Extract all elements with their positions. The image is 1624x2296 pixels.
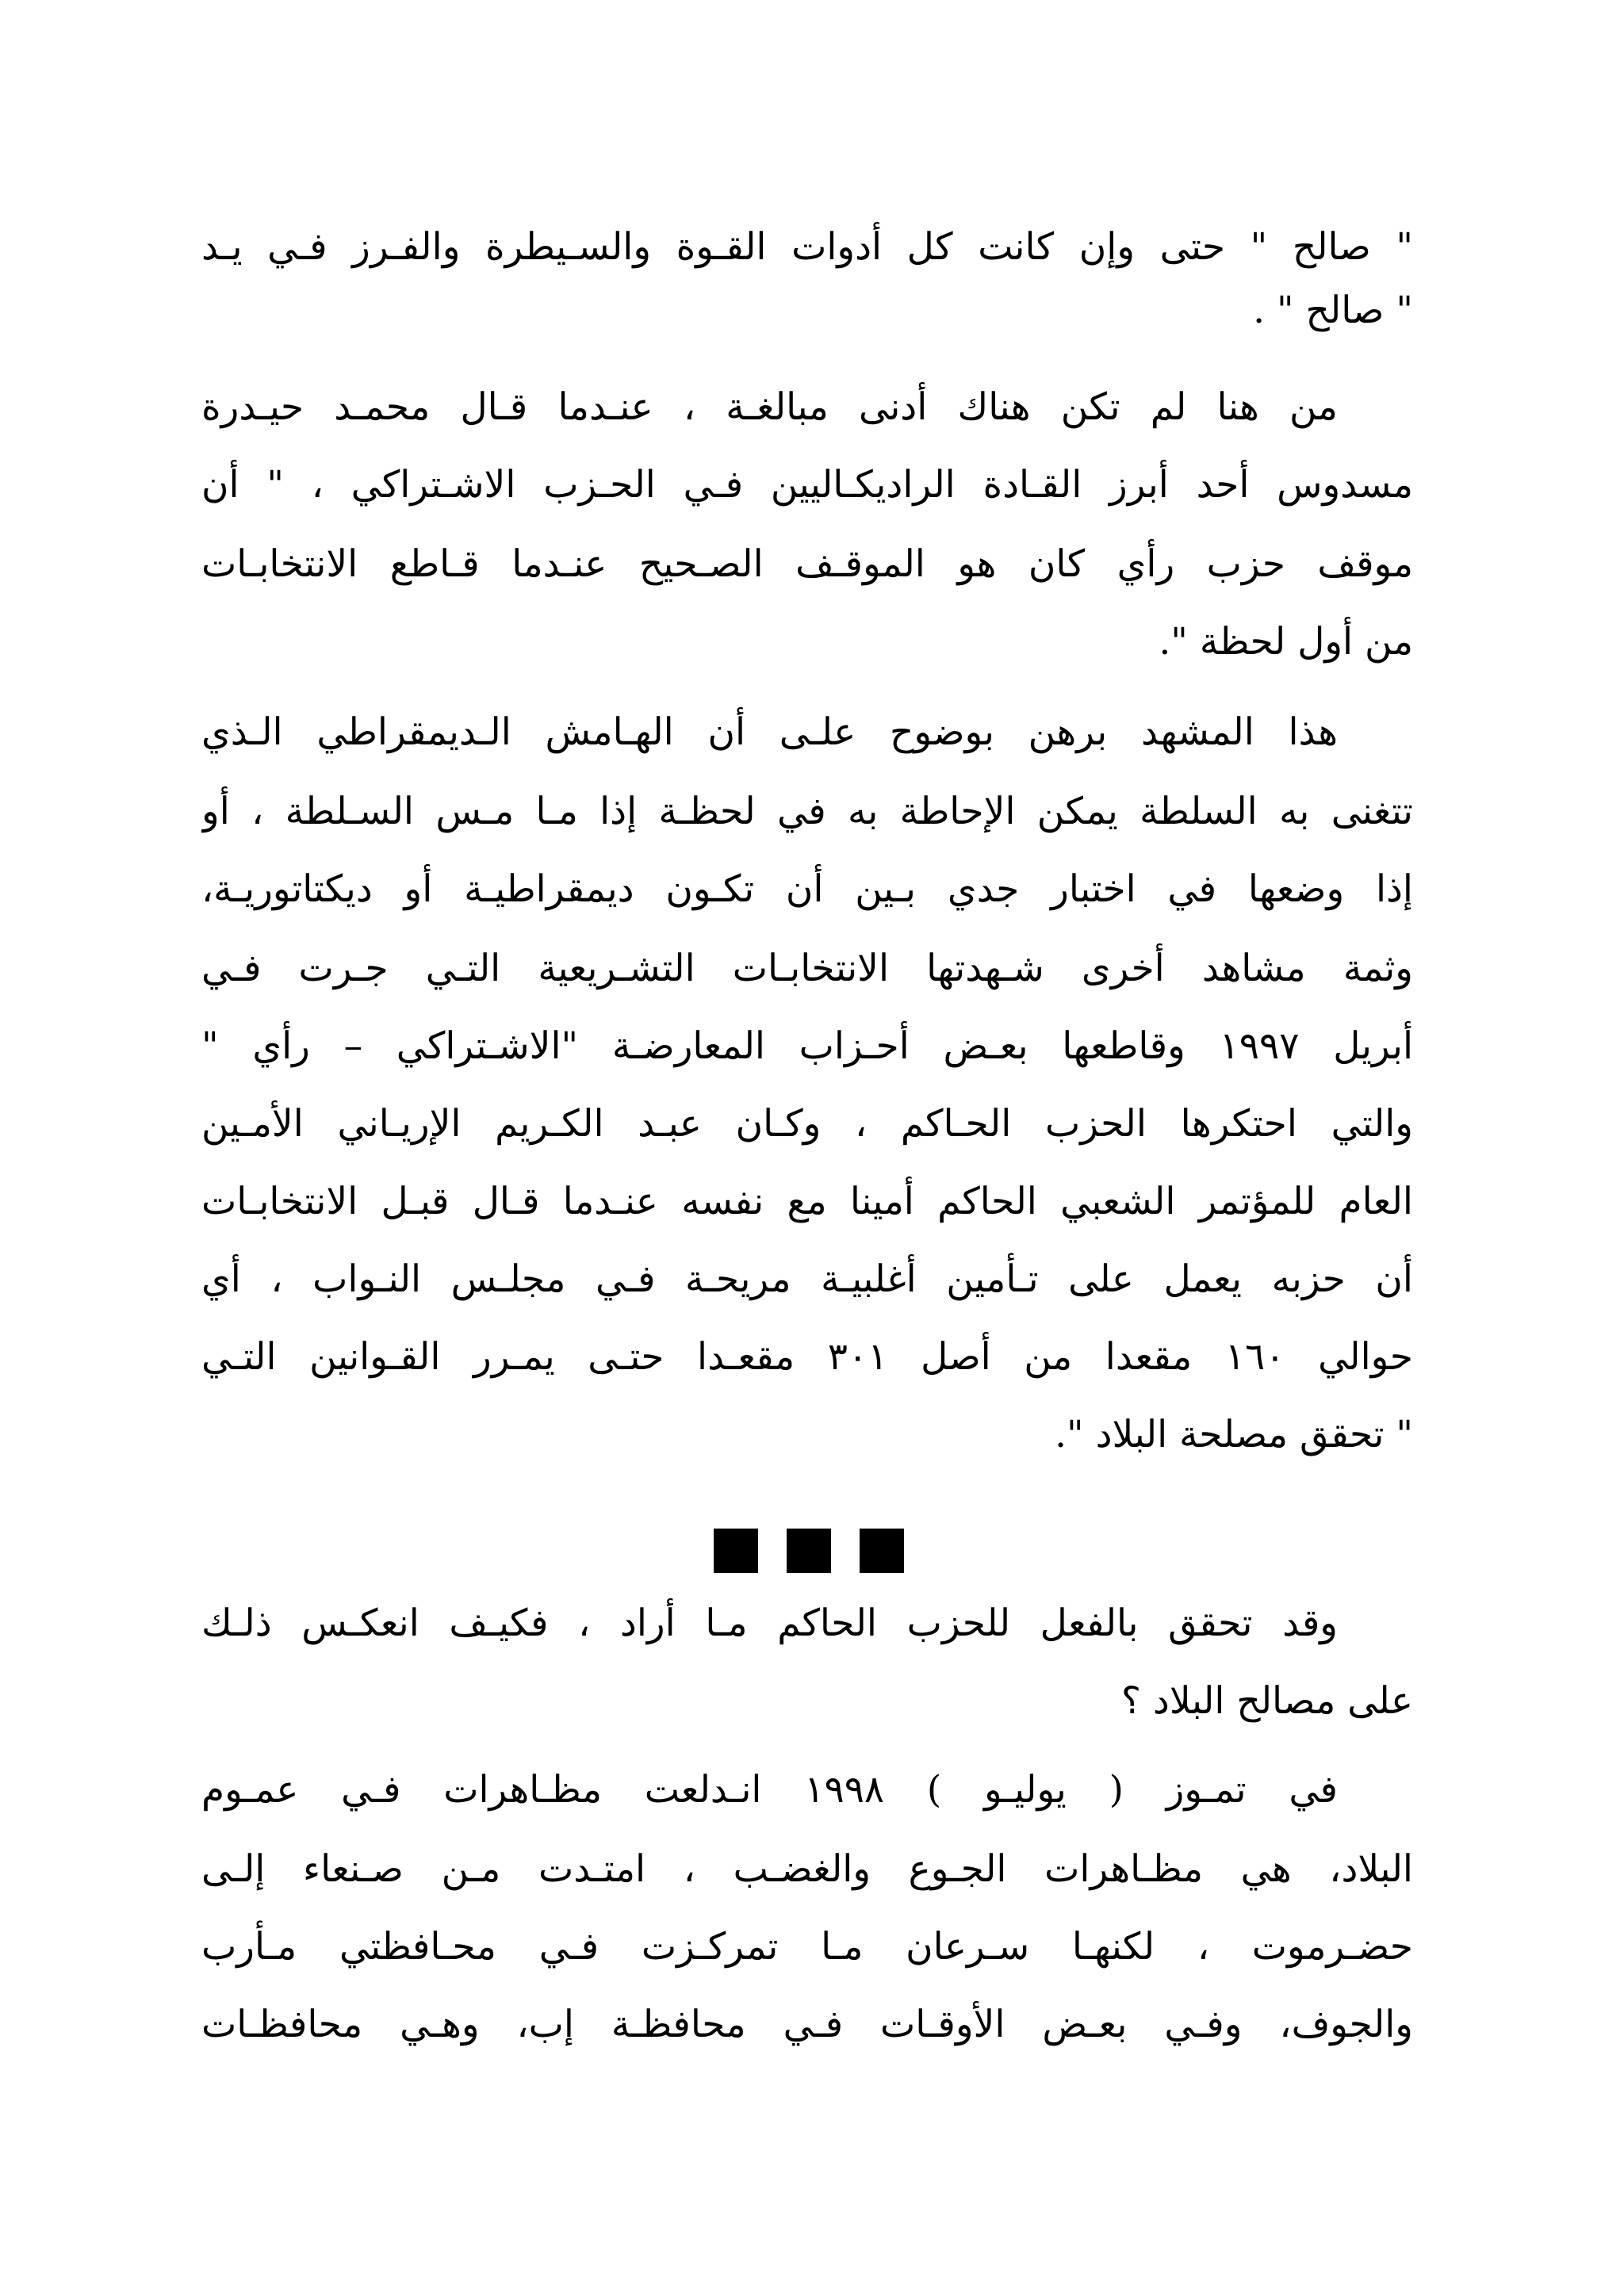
text-line: على مصالح البلاد ؟ bbox=[1121, 1679, 1413, 1723]
text-line: العام للمؤتمر الشعبي الحاكم أمينا مع نفسه عنـدما قـال قبـل الانتخابـات bbox=[201, 1180, 1413, 1223]
text-line: " تحقق مصلحة البلاد ". bbox=[1055, 1413, 1413, 1456]
text-line: حضـرموت ، لكنهـا سـرعان مـا تمركـزت فـي محـافظتي مـأرب bbox=[201, 1925, 1413, 1969]
text-line: " صالح " . bbox=[1253, 289, 1413, 332]
section-separator bbox=[714, 1529, 904, 1575]
text-line: من أول لحظة ". bbox=[1159, 620, 1413, 664]
text-line: هذا المشهد برهن بوضوح علـى أن الهـامش الـديمقراطي الـذي bbox=[201, 710, 1338, 754]
text-line: في تمـوز ( يوليـو ) ١٩٩٨ انـدلعت مظـاهرات فـي عمـوم bbox=[201, 1768, 1338, 1812]
text-line: موقف حزب رأي كان هو الموقـف الصـحيح عنـدما قـاطع الانتخابـات bbox=[201, 542, 1413, 586]
text-line: حوالي ١٦٠ مقعدا من أصل ٣٠١ مقعـدا حتـى يمـرر القـوانين التـي bbox=[201, 1335, 1413, 1379]
separator-square-icon bbox=[787, 1529, 831, 1573]
separator-square-icon bbox=[860, 1529, 904, 1573]
text-line: تتغنى به السلطة يمكن الإحاطة به في لحظـة إذا مـا مـس السـلطة ، أو bbox=[201, 790, 1413, 833]
text-line: أن حزبه يعمل على تـأمين أغلبيـة مريحـة فـي مجلـس النـواب ، أي bbox=[201, 1257, 1413, 1301]
text-line: مسدوس أحد أبرز القـادة الراديكـاليين فـي الحـزب الاشـتراكي ، " أن bbox=[201, 463, 1413, 507]
separator-square-icon bbox=[714, 1529, 758, 1573]
text-line: البلاد، هي مظـاهرات الجـوع والغضـب ، امتـدت مـن صـنعاء إلـى bbox=[201, 1847, 1413, 1891]
text-line: أبريل ١٩٩٧ وقاطعها بعـض أحـزاب المعارضـة "الاشـتراكي – رأي " bbox=[201, 1024, 1413, 1068]
text-line: والتي احتكرها الحزب الحـاكم ، وكـان عبـد الكـريم الإريـاني الأمـين bbox=[201, 1102, 1413, 1146]
text-line: من هنا لم تكن هناك أدنى مبالغـة ، عنـدما قـال محمـد حيـدرة bbox=[201, 385, 1338, 429]
text-line: إذا وضعها في اختبار جدي بـين أن تكـون ديمقراطيـة أو ديكتاتوريـة، bbox=[201, 867, 1413, 911]
text-line: وقد تحقق بالفعل للحزب الحاكم مـا أراد ، فكيـف انعكـس ذلـك bbox=[201, 1601, 1338, 1645]
text-line: وثمة مشاهد أخرى شـهدتها الانتخابـات التشـريعية التـي جـرت فـي bbox=[201, 947, 1413, 990]
text-line: " صالح " حتى وإن كانت كل أدوات القـوة والسـيطرة والفـرز فـي يـد bbox=[201, 225, 1413, 269]
text-line: والجوف، وفـي بعـض الأوقـات فـي محافظـة إب، وهـي محافظـات bbox=[201, 2003, 1413, 2046]
